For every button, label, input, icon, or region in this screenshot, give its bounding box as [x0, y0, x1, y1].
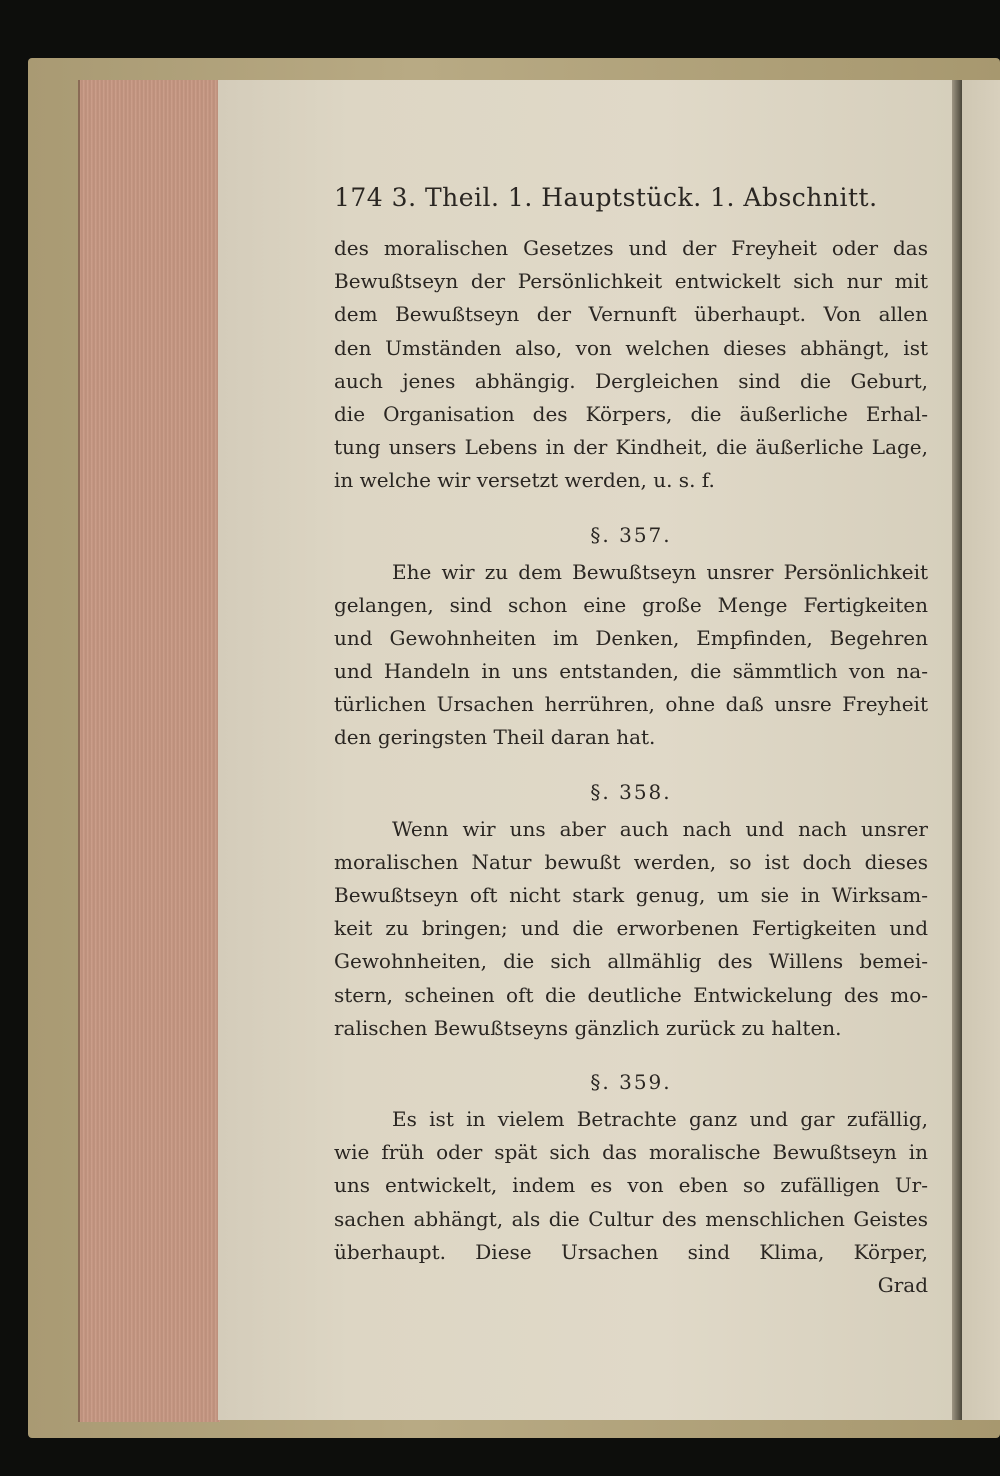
page-edges — [78, 80, 220, 1422]
text-line: stern, scheinen oft die deutliche Entwickelung des mo- — [334, 982, 928, 1007]
running-header: 174 3. Theil. 1. Hauptstück. 1. Abschnitt. — [334, 183, 878, 212]
section-359 — [334, 1103, 928, 1302]
text-line: auch jenes abhängig. Dergleichen sind die Geburt, — [334, 368, 928, 393]
section-357 — [334, 556, 928, 755]
facing-page-edge — [962, 80, 1000, 1420]
section-heading-357: §. 357. — [590, 522, 672, 547]
text-line: in welche wir versetzt werden, u. s. f. — [334, 468, 715, 493]
section-heading-358: §. 358. — [590, 779, 672, 804]
catchword: Grad — [877, 1272, 928, 1297]
text-line: und Gewohnheiten im Denken, Empfinden, Begehren — [334, 625, 928, 650]
section-358 — [334, 813, 928, 1045]
text-line: Gewohnheiten, die sich allmählig des Willens bemei- — [334, 949, 928, 974]
text-line: tung unsers Lebens in der Kindheit, die äußerliche Lage, — [334, 435, 928, 460]
text-line: türlichen Ursachen herrühren, ohne daß unsre Freyheit — [334, 692, 928, 717]
text-line: sachen abhängt, als die Cultur des menschlichen Geistes — [334, 1206, 928, 1231]
text-line: Ehe wir zu dem Bewußtseyn unsrer Persönlichkeit — [392, 559, 928, 584]
text-line: den Umständen also, von welchen dieses abhängt, ist — [334, 335, 928, 360]
text-line: dem Bewußtseyn der Vernunft überhaupt. Von allen — [334, 302, 928, 327]
text-line: Es ist in vielem Betrachte ganz und gar zufällig, — [392, 1106, 928, 1131]
text-line: gelangen, sind schon eine große Menge Fertigkeiten — [334, 592, 928, 617]
book-gutter — [952, 80, 962, 1420]
text-line: Bewußtseyn der Persönlichkeit entwickelt sich nur mit — [334, 269, 928, 294]
text-line: und Handeln in uns entstanden, die sämmtlich von na- — [334, 659, 928, 684]
paragraph-continued — [334, 232, 928, 498]
text-line: keit zu bringen; und die erworbenen Fertigkeiten und — [334, 916, 928, 941]
text-line: Bewußtseyn oft nicht stark genug, um sie in Wirksam- — [334, 883, 928, 907]
section-heading-359: §. 359. — [590, 1069, 672, 1094]
text-line: Wenn wir uns aber auch nach und nach unsrer — [392, 816, 928, 841]
text-line: die Organisation des Körpers, die äußerliche Erhal- — [334, 401, 928, 426]
text-line: uns entwickelt, indem es von eben so zufälligen Ur- — [334, 1173, 928, 1198]
text-line: ralischen Bewußtseyns gänzlich zurück zu halten. — [334, 1015, 842, 1040]
text-line: moralischen Natur bewußt werden, so ist doch dieses — [334, 849, 928, 874]
page-text — [334, 180, 928, 1302]
text-line: den geringsten Theil daran hat. — [334, 725, 656, 750]
text-line: des moralischen Gesetzes und der Freyheit oder das — [334, 236, 928, 260]
text-line: überhaupt. Diese Ursachen sind Klima, Körper, — [334, 1239, 928, 1264]
text-line: wie früh oder spät sich das moralische Bewußtseyn in — [334, 1140, 928, 1165]
